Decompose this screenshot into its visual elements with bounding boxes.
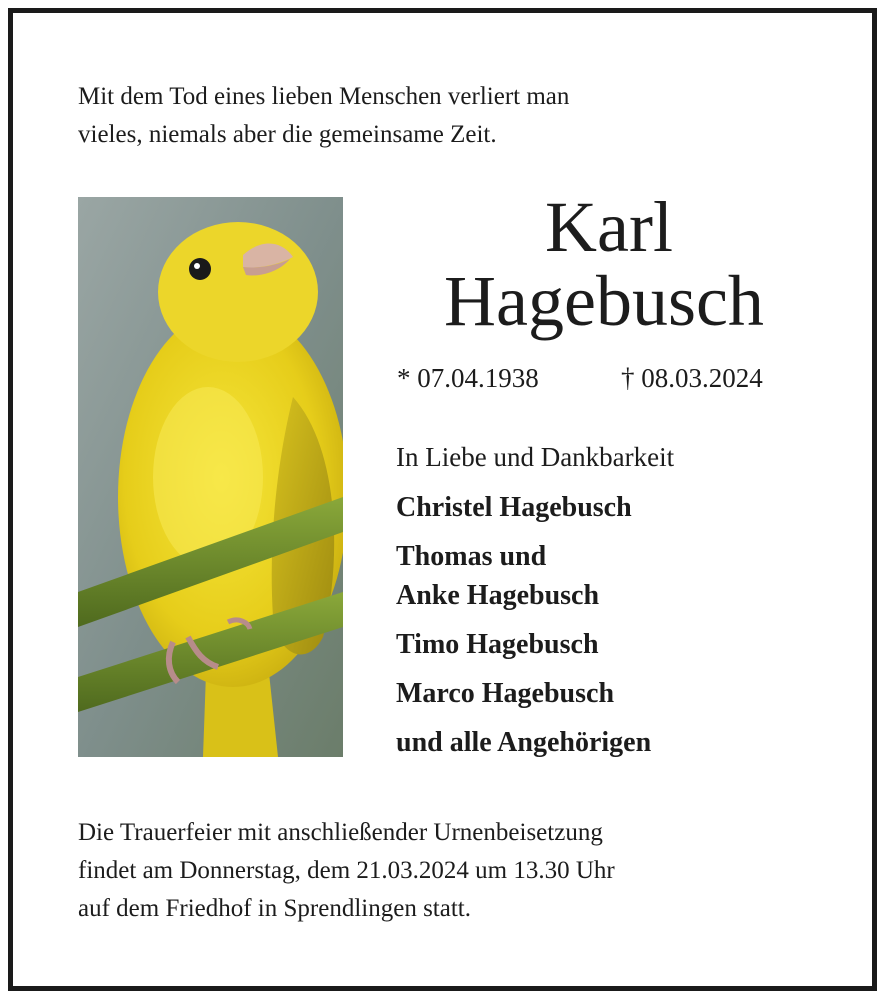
- quote-line: Mit dem Tod eines lieben Menschen verliert man: [78, 83, 570, 110]
- mourner-name: Christel Hagebusch: [396, 492, 632, 523]
- mourner-entry: [396, 723, 651, 762]
- mourner-name: Thomas und: [396, 541, 547, 572]
- first-name: Karl: [545, 187, 673, 267]
- mourner-name: Timo Hagebusch: [396, 629, 599, 660]
- death-date: † 08.03.2024: [621, 363, 763, 393]
- mourner-name: und alle Angehörigen: [396, 727, 652, 758]
- mourner-name: Anke Hagebusch: [396, 580, 600, 611]
- mourner-entry: [396, 537, 651, 615]
- last-name: Hagebusch: [444, 261, 764, 341]
- mourner-entry: [396, 488, 651, 527]
- opening-quote: [78, 78, 818, 154]
- life-dates: [397, 362, 817, 394]
- quote-line: vieles, niemals aber die gemeinsame Zeit.: [78, 121, 497, 148]
- mourners-list: [396, 488, 651, 762]
- mourner-entry: [396, 625, 651, 664]
- dedication-line: In Liebe und Dankbarkeit: [396, 442, 675, 472]
- ceremony-info: [78, 814, 838, 928]
- birth-date: * 07.04.1938: [397, 363, 539, 393]
- ceremony-line: findet am Donnerstag, dem 21.03.2024 um 13.30 Uhr: [78, 857, 615, 884]
- deceased-name: [394, 187, 814, 341]
- mourner-entry: [396, 674, 651, 713]
- ceremony-line: Die Trauerfeier mit anschließender Urnenbeisetzung: [78, 819, 603, 846]
- canary-photo: [78, 197, 343, 757]
- mourner-name: Marco Hagebusch: [396, 678, 615, 709]
- ceremony-line: auf dem Friedhof in Sprendlingen statt.: [78, 895, 471, 922]
